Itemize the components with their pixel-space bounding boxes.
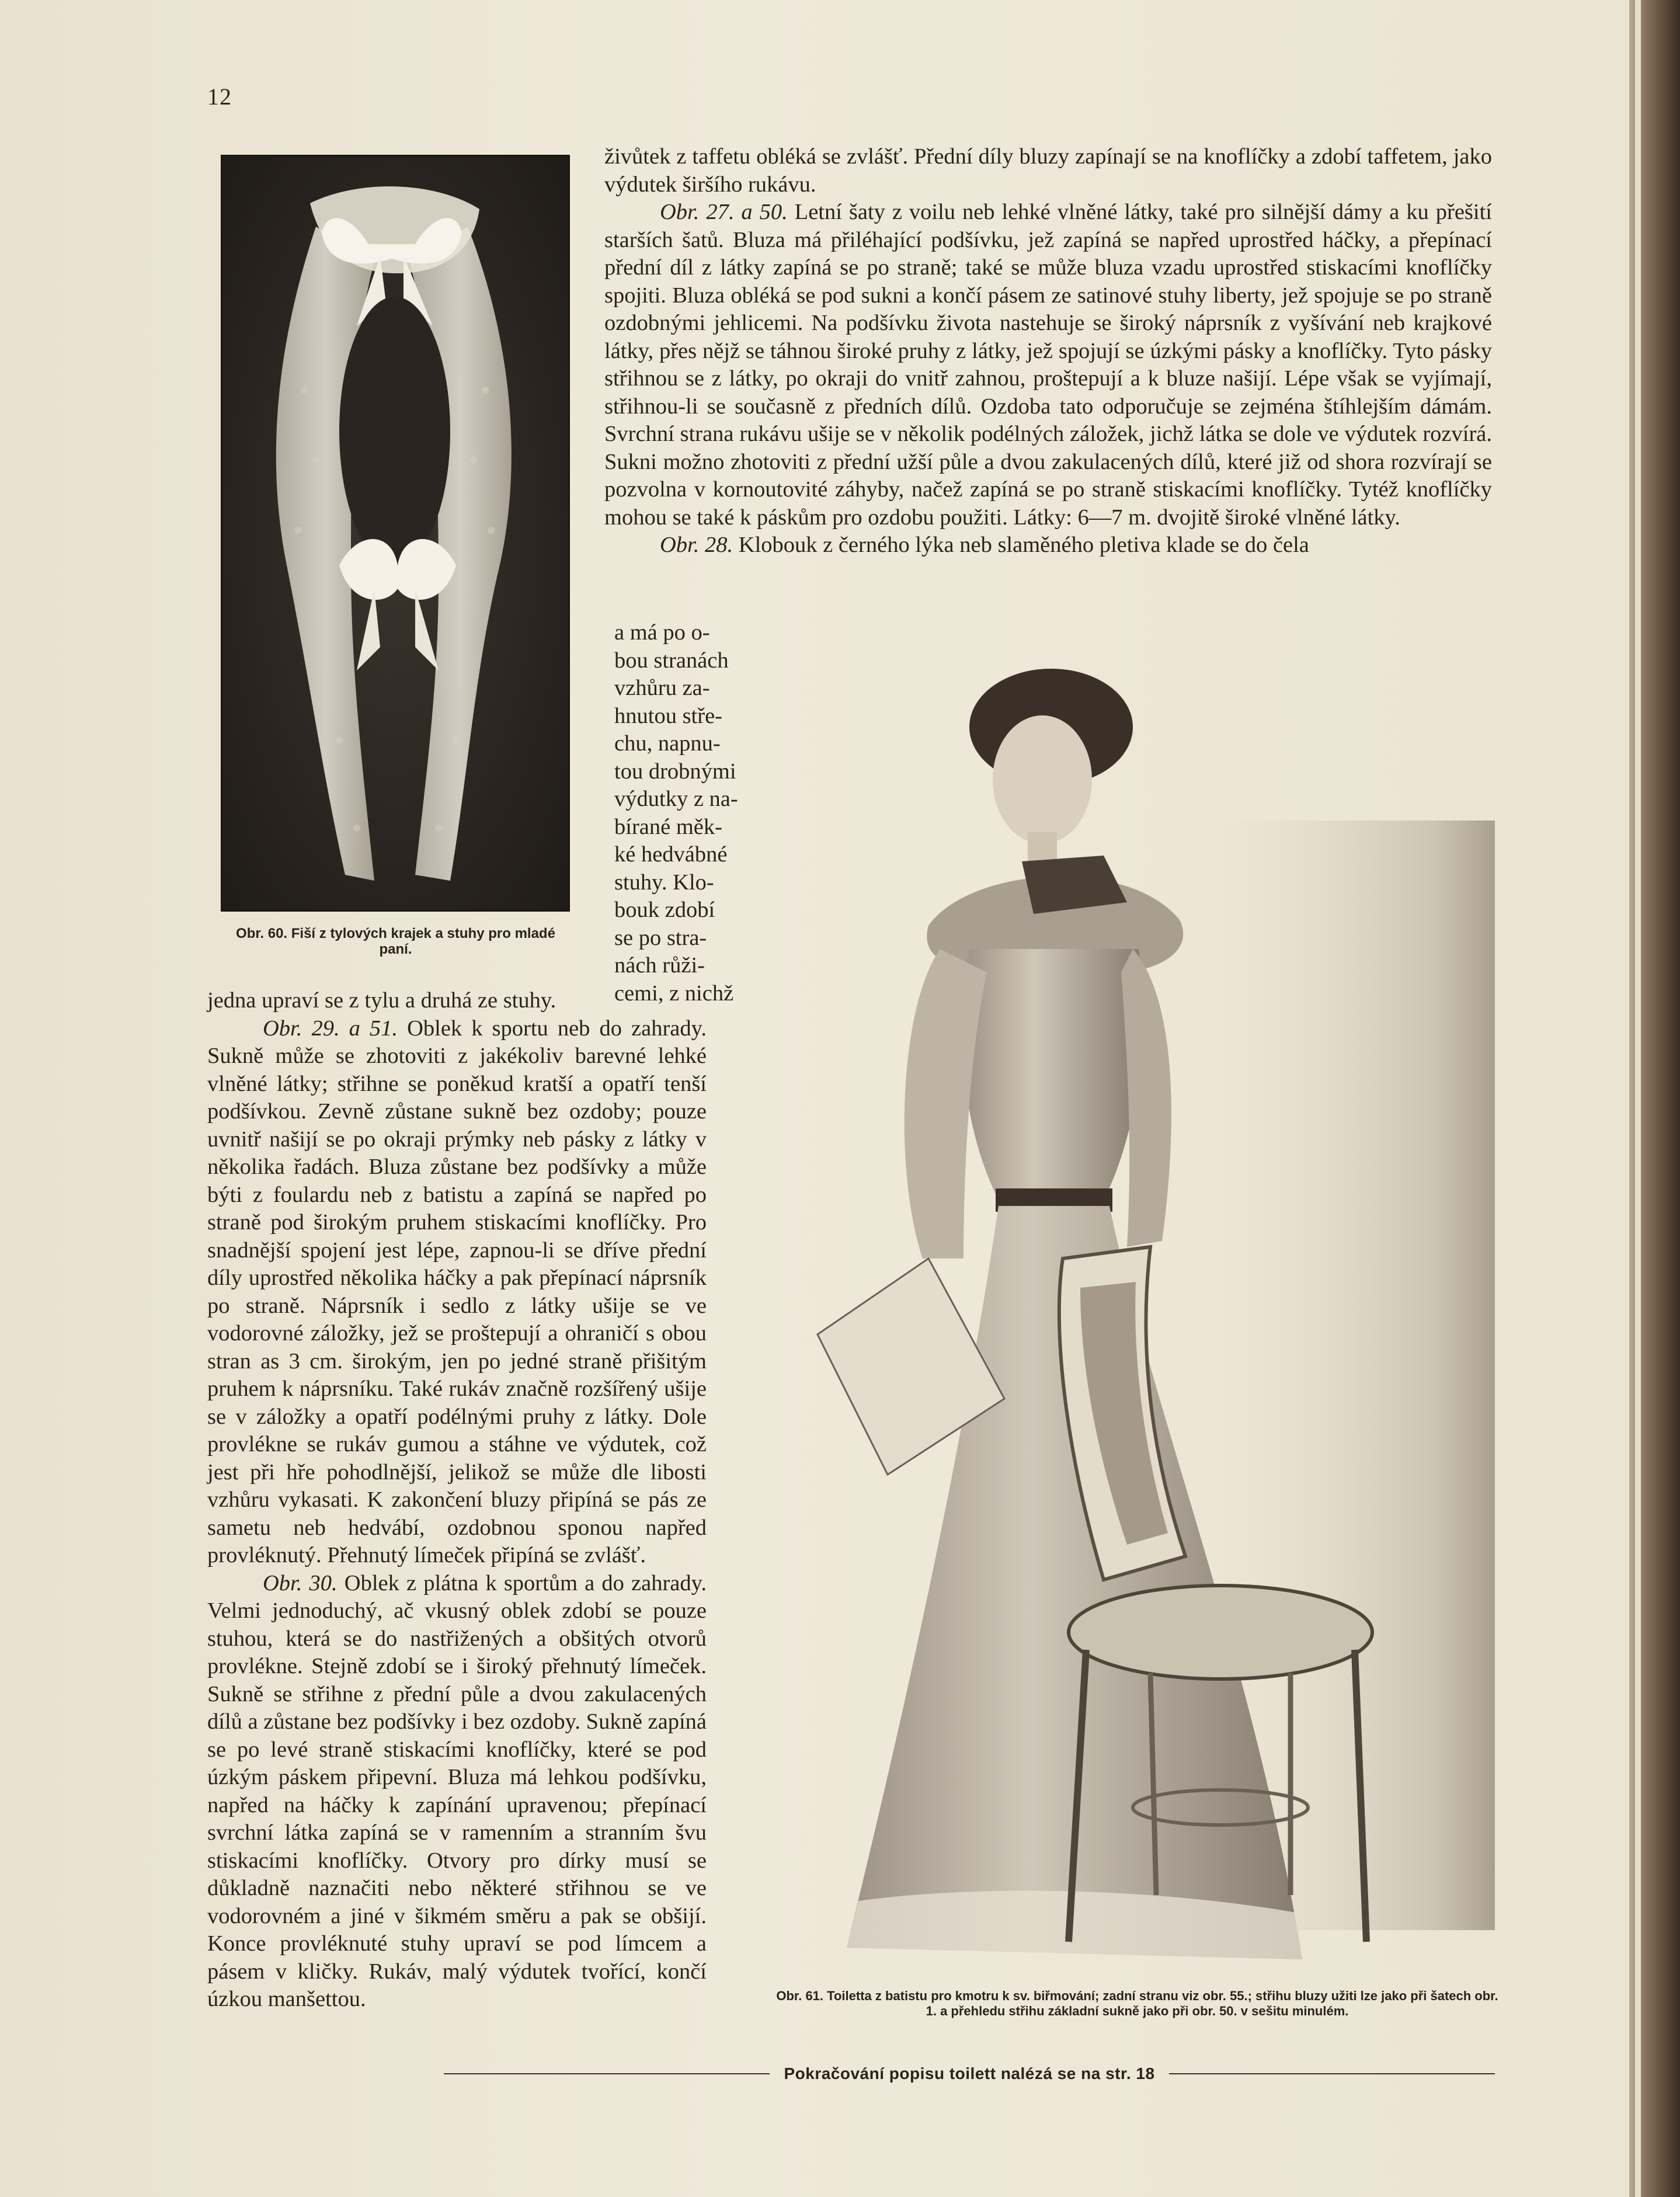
- paragraph: Obr. 27. a 50. Letní šaty z voilu neb lehké vlněné látky, také pro silnější dámy a ku přešití starších šatů. Bluza má přiléhající podšívku, jež zapíná se napřed uprostřed háčky, a přepínací přední díl z látky zapíná se po straně; také se může bluza vzadu uprostřed stiskacími knoflíčky spojiti. Bluza obléká se pod sukni a končí pásem ze satinové stuhy liberty, jež spojuje se po straně ozdobnými jehlicemi. Na podšívku života nastehuje se široký náprsník z vyšívání neb krajkové látky, přes nějž se táhnou široké pruhy z látky, jež spojují se úzkými pásky a knoflíčky. Tyto pásky střihnou se z látky, po okraji do vnitř zahnou, proštepují a k bluze našijí. Lépe však se vyjímají, střihnou-li se současně z předních dílů. Ozdoba tato odporučuje se zejména štíhlejším dámám. Svrchní strana rukávu ušije se v několik podélných záložek, jichž látka se dole ve výdutek rozvírá. Sukni možno zhotoviti z přední užší půle a dvou zakulacených dílů, které již od shora rozvírají se pozvolna v kornoutovité záhyby, načež zapíná se po straně stiskacími knoflíčky. Tytéž knoflíčky mohou se také k páskům pro ozdobu použiti. Látky: 6—7 m. dvojitě široké vlněné látky.: [604, 200, 1492, 530]
- text-line: výdutky z na-: [614, 787, 738, 811]
- text-line: nách růži-: [614, 953, 705, 978]
- text-line: bou stranách: [614, 648, 729, 673]
- paragraph: živůtek z taffetu obléká se zvlášť. Přední díly bluzy zapínají se na knoflíčky a zdobí taffetem, jako výdutek širšího rukávu.: [604, 144, 1492, 197]
- text-line: cemi, z nichž: [614, 981, 734, 1006]
- text-line: a má po o-: [614, 620, 710, 645]
- figure-61-image: [777, 645, 1495, 1974]
- figure-reference: Obr. 27. a 50.: [660, 200, 788, 224]
- text-line: vzhůru za-: [614, 676, 710, 700]
- text-line: bouk zdobí: [614, 898, 715, 922]
- text-line: stuhy. Klo-: [614, 870, 714, 895]
- footer-rule-left: [444, 2073, 770, 2074]
- figure-reference: Obr. 30.: [263, 1570, 338, 1595]
- left-column-text: [207, 987, 707, 2014]
- continuation-footer: [444, 2064, 1495, 2083]
- footer-rule-right: [1169, 2073, 1495, 2074]
- page-edge: [1635, 0, 1641, 2197]
- continuation-note: Pokračování popisu toilett nalézá se na str. 18: [784, 2064, 1155, 2083]
- paragraph: Obr. 28. Klobouk z černého lýka neb slaměného pletiva klade se do čela: [660, 533, 1309, 557]
- figure-reference: Obr. 29. a 51.: [263, 1016, 398, 1041]
- figure-reference: Obr. 28.: [660, 533, 733, 557]
- text-line: bírané měk-: [614, 814, 722, 839]
- text-line: se po stra-: [614, 925, 707, 950]
- right-column-top-text: [604, 143, 1492, 559]
- page-number: 12: [207, 84, 232, 110]
- figure-60-caption: Obr. 60. Fiší z tylových krajek a stuhy pro mladé paní.: [236, 926, 555, 957]
- figure-60-image: [221, 155, 570, 912]
- text-line: chu, napnu-: [614, 731, 721, 756]
- paragraph: Obr. 30. Oblek z plátna k sportům a do zahrady. Velmi jednoduchý, ač vkusný oblek zdobí se pouze stuhou, která se do nastřižených a obšitých otvorů provlékne. Stejně zdobí se i široký přehnutý límeček. Sukně se střihne z přední půle a dvou zakulacených dílů a zůstane bez podšívky i bez ozdoby. Sukně zapíná se po levé straně stiskacími knoflíčky, které se pod úzkým páskem připevní. Bluza má lehkou podšívku, napřed na háčky k zapínání upravenou; přepínací svrchní látka zapíná se v ramenním a stranním švu stiskacími knoflíčky. Otvory pro dírky musí se důkladně naznačiti nebo některé střihnou se ve vodorovném a jiné v šikmém směru a pak se obšijí. Konce provléknuté stuhy upraví se pod límcem a pásem v kličky. Rukáv, malý výdutek tvořící, končí úzkou manšettou.: [207, 1570, 707, 2011]
- figure-61-caption: Obr. 61. Toiletta z batistu pro kmotru k sv. biřmování; zadní stranu viz obr. 55.; střihu bluzy užiti lze jako při šatech obr. 1. a přehledu střihu základní sukně jako při obr. 50. v sešitu minulém.: [776, 1989, 1498, 2018]
- paragraph: jedna upraví se z tylu a druhá ze stuhy.: [207, 988, 556, 1013]
- narrow-column-text: [614, 619, 757, 1007]
- text-line: ké hedvábné: [614, 842, 728, 867]
- text-line: hnutou stře-: [614, 703, 722, 728]
- text-line: tou drobnými: [614, 759, 736, 784]
- paragraph: Obr. 29. a 51. Oblek k sportu neb do zahrady. Sukně může se zhotoviti z jakékoliv barevné lehké vlněné látky; střihne se poněkud kratší a opatří tenší podšívkou. Zevně zůstane sukně bez ozdoby; pouze uvnitř našijí se po okraji prýmky neb pásky z látky v několika řadách. Bluza zůstane bez podšívky a může býti z foulardu neb z batistu a zapíná se napřed po straně pod širokým pruhem stiskacími knoflíčky. Pro snadnější spojení jest lépe, zapnou-li se dříve přední díly uprostřed několika háčky a pak přepínací náprsník po straně. Náprsník i sedlo z látky ušije se ve vodorovné záložky, jež se proštepují a ohraničí s obou stran as 3 cm. širokým, jen po jedné straně přišitým pruhem k náprsníku. Také rukáv značně rozšířený ušije se v záložky a opatří podélnými pruhy z látky. Dole provlékne se rukáv gumou a stáhne ve výdutek, což jest při hře pohodlnější, jelikož se může dle libosti vzhůru vykasati. K zakončení bluzy připíná se pás ze sametu neb hedvábí, ozdobnou sponou napřed provléknutý. Přehnutý límeček připíná se zvlášť.: [207, 1016, 707, 1567]
